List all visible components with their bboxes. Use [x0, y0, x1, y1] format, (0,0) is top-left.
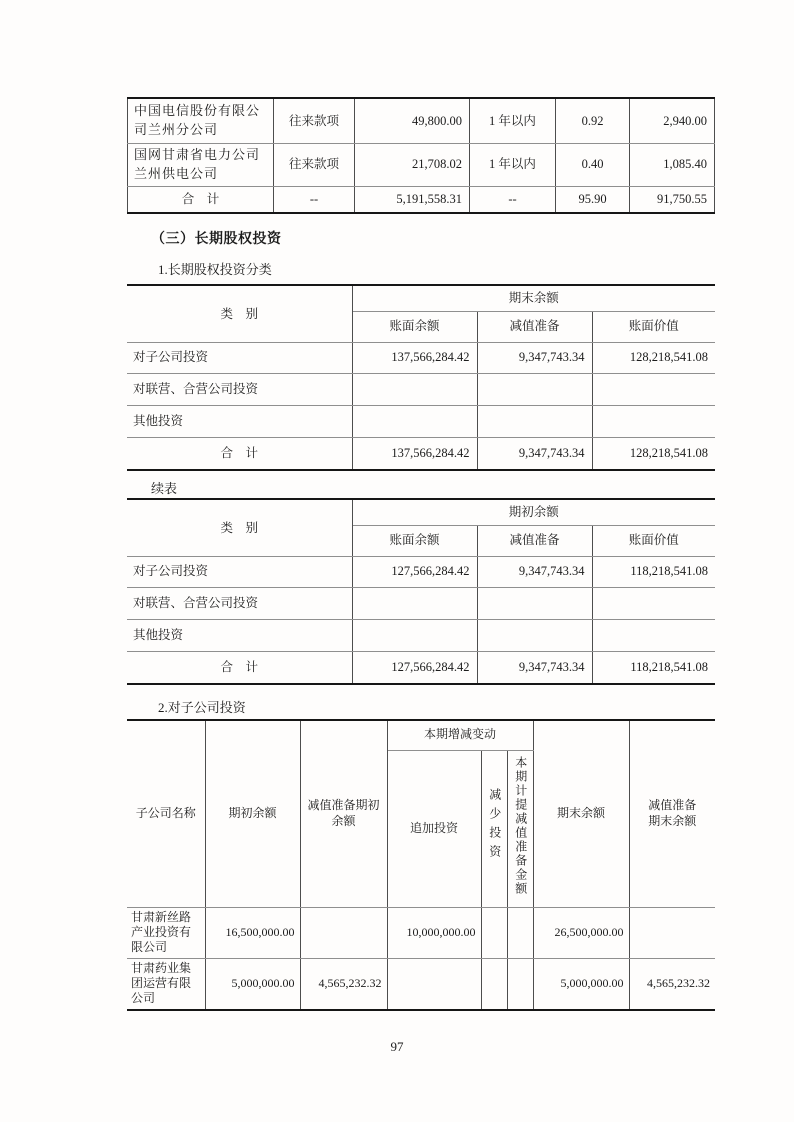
header-book-balance: 账面余额: [352, 311, 477, 342]
header-impairment-accrual-text: 本期计提减值准备金额: [513, 756, 528, 897]
cell-total-label: 合 计: [127, 437, 352, 470]
header-impairment: 减值准备: [477, 311, 592, 342]
table-row: [127, 556, 715, 587]
cell-impairment: [477, 619, 592, 651]
cell-closing-balance: 5,000,000.00: [533, 958, 629, 1010]
cell-category: 对子公司投资: [127, 556, 352, 587]
cell-impairment-closing: 4,565,232.32: [629, 958, 715, 1010]
cell-book-value: [592, 373, 715, 405]
classification-end-table: [127, 284, 715, 471]
cell-provision: 1,085.40: [630, 143, 715, 186]
cell-aging: --: [470, 186, 556, 213]
cell-book-value: [592, 619, 715, 651]
cell-book-value: 128,218,541.08: [592, 342, 715, 373]
header-closing-balance: 期末余额: [533, 720, 629, 907]
header-book-value: 账面价值: [592, 311, 715, 342]
cell-book-value: 118,218,541.08: [592, 556, 715, 587]
subsidiary-table: [127, 719, 715, 1011]
cell-impairment-closing: [629, 907, 715, 958]
header-period-change-group: 本期增减变动: [387, 720, 533, 750]
cell-additional-investment: 10,000,000.00: [387, 907, 481, 958]
cell-impairment: 9,347,743.34: [477, 651, 592, 684]
table-row: [127, 958, 715, 1010]
cell-aging: 1 年以内: [470, 143, 556, 186]
header-subsidiary-name: 子公司名称: [127, 720, 205, 907]
header-impairment: 减值准备: [477, 525, 592, 556]
table-row: [128, 98, 715, 143]
cell-category: 其他投资: [127, 405, 352, 437]
cell-nature: 往来款项: [274, 143, 355, 186]
table-row: [127, 907, 715, 958]
table-row: [127, 342, 715, 373]
cell-provision: 91,750.55: [630, 186, 715, 213]
cell-impairment: [477, 405, 592, 437]
cell-impairment-opening: 4,565,232.32: [300, 958, 387, 1010]
cell-book-balance: [352, 587, 477, 619]
cell-subsidiary-name: 甘肃新丝路产业投资有限公司: [127, 907, 205, 958]
table-row: [127, 587, 715, 619]
header-opening-balance: 期初余额: [205, 720, 300, 907]
cell-debtor-name: 中国电信股份有限公司兰州分公司: [128, 98, 274, 143]
cell-decrease-investment: [481, 907, 507, 958]
header-book-balance: 账面余额: [352, 525, 477, 556]
header-impairment-closing-text: 减值准备期末余额: [648, 798, 697, 828]
page-number: 97: [390, 1039, 404, 1054]
header-row: [127, 285, 715, 311]
table-row: [128, 143, 715, 186]
header-category: 类 别: [127, 285, 352, 342]
cell-book-balance: 127,566,284.42: [352, 556, 477, 587]
cell-ratio: 0.40: [556, 143, 630, 186]
cell-debtor-name: 国网甘肃省电力公司兰州供电公司: [128, 143, 274, 186]
subsection-heading: 2.对子公司投资: [158, 700, 246, 715]
table-row: [127, 619, 715, 651]
cell-provision: 2,940.00: [630, 98, 715, 143]
cell-category: 对子公司投资: [127, 342, 352, 373]
cell-impairment-accrual: [507, 907, 533, 958]
cell-subsidiary-name: 甘肃药业集团运营有限公司: [127, 958, 205, 1010]
header-impairment-closing: [629, 720, 715, 907]
total-row: [128, 186, 715, 213]
header-book-value: 账面价值: [592, 525, 715, 556]
cell-book-balance: [352, 405, 477, 437]
header-impairment-opening: 减值准备期初余额: [300, 720, 387, 907]
cell-decrease-investment: [481, 958, 507, 1010]
cell-impairment-opening: [300, 907, 387, 958]
cell-ratio: 95.90: [556, 186, 630, 213]
cell-book-balance: 137,566,284.42: [352, 342, 477, 373]
cell-impairment: [477, 587, 592, 619]
header-decrease-investment: [481, 750, 507, 907]
cell-category: 对联营、合营公司投资: [127, 587, 352, 619]
cell-nature: 往来款项: [274, 98, 355, 143]
total-row: [127, 651, 715, 684]
cell-closing-balance: 26,500,000.00: [533, 907, 629, 958]
header-additional-investment: 追加投资: [387, 750, 481, 907]
cell-book-balance: [352, 373, 477, 405]
cell-nature: --: [274, 186, 355, 213]
classification-begin-table: [127, 498, 715, 685]
cell-impairment: 9,347,743.34: [477, 437, 592, 470]
header-closing-balance-group: 期末余额: [352, 285, 715, 311]
cell-category: 其他投资: [127, 619, 352, 651]
cell-ratio: 0.92: [556, 98, 630, 143]
subsection-heading: 1.长期股权投资分类: [158, 262, 272, 277]
cell-book-value: [592, 587, 715, 619]
table-row: [127, 373, 715, 405]
header-impairment-accrual: [507, 750, 533, 907]
cell-amount: 49,800.00: [355, 98, 470, 143]
cell-impairment: [477, 373, 592, 405]
header-opening-balance-group: 期初余额: [352, 499, 715, 525]
cell-opening-balance: 5,000,000.00: [205, 958, 300, 1010]
cell-opening-balance: 16,500,000.00: [205, 907, 300, 958]
continued-table-label: 续表: [151, 481, 178, 496]
cell-impairment: 9,347,743.34: [477, 556, 592, 587]
cell-book-balance: 137,566,284.42: [352, 437, 477, 470]
cell-impairment: 9,347,743.34: [477, 342, 592, 373]
cell-impairment-accrual: [507, 958, 533, 1010]
header-row: [127, 720, 715, 750]
cell-book-balance: [352, 619, 477, 651]
cell-amount: 21,708.02: [355, 143, 470, 186]
header-decrease-investment-text: 减少投资: [487, 788, 502, 865]
header-category: 类 别: [127, 499, 352, 556]
receivables-table: [127, 97, 715, 214]
total-row: [127, 437, 715, 470]
section-heading: （三）长期股权投资: [151, 232, 282, 247]
cell-book-balance: 127,566,284.42: [352, 651, 477, 684]
header-row: [127, 499, 715, 525]
cell-book-value: [592, 405, 715, 437]
cell-additional-investment: [387, 958, 481, 1010]
cell-amount: 5,191,558.31: [355, 186, 470, 213]
table-row: [127, 405, 715, 437]
cell-book-value: 128,218,541.08: [592, 437, 715, 470]
cell-aging: 1 年以内: [470, 98, 556, 143]
cell-category: 对联营、合营公司投资: [127, 373, 352, 405]
cell-book-value: 118,218,541.08: [592, 651, 715, 684]
cell-total-label: 合 计: [128, 186, 274, 213]
cell-total-label: 合 计: [127, 651, 352, 684]
